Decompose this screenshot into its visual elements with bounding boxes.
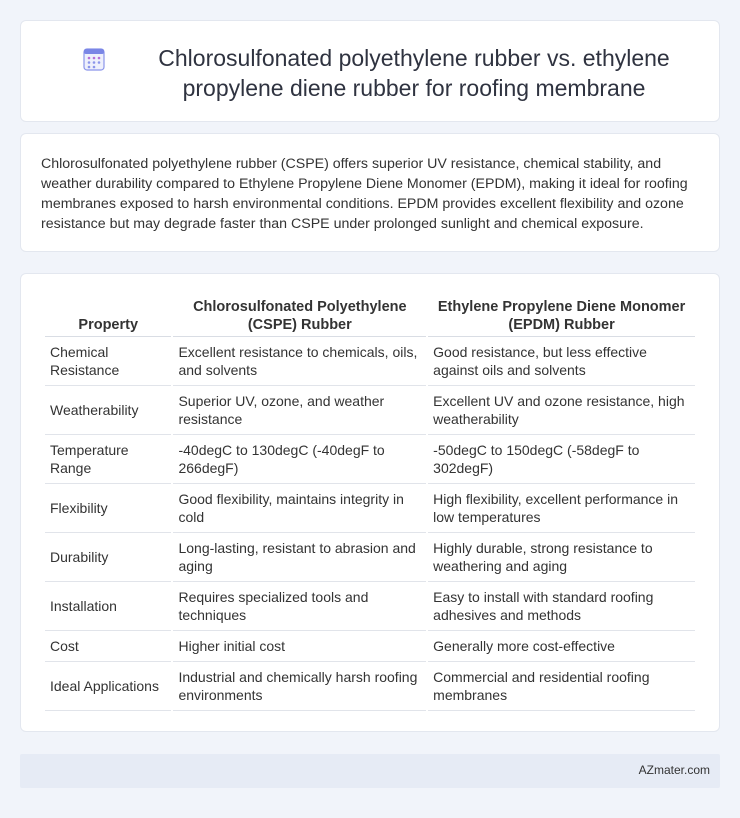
table-header-row (45, 296, 695, 337)
table-row (45, 435, 695, 484)
property-cell: Ideal Applications (45, 662, 171, 711)
summary-text: Chlorosulfonated polyethylene rubber (CSPE) offers superior UV resistance, chemical stability, and weather durability compared to Ethylene Propylene Diene Monomer (EPDM), making it ideal for roofing membranes exposed to harsh environmental conditions. EPDM provides excellent flexibility and ozone resistance but may degrade faster than CSPE under prolonged sunlight and chemical exposure. (41, 156, 688, 232)
epdm-cell: Commercial and residential roofing membranes (428, 662, 695, 711)
epdm-cell: Easy to install with standard roofing adhesives and methods (428, 582, 695, 631)
cspe-cell: Excellent resistance to chemicals, oils, and solvents (173, 337, 426, 386)
property-cell: Chemical Resistance (45, 337, 171, 386)
epdm-cell: High flexibility, excellent performance in low temperatures (428, 484, 695, 533)
table-row (45, 662, 695, 711)
footer-bar (20, 754, 720, 788)
epdm-cell: Generally more cost-effective (428, 631, 695, 662)
title-wrap (83, 43, 699, 103)
table-row (45, 631, 695, 662)
header-property: Property (45, 296, 171, 337)
epdm-cell: Highly durable, strong resistance to weathering and aging (428, 533, 695, 582)
summary-card (20, 133, 720, 252)
comparison-table (43, 296, 697, 711)
page-title: Chlorosulfonated polyethylene rubber vs. ethylene propylene diene rubber for roofing membrane (158, 45, 670, 101)
property-cell: Weatherability (45, 386, 171, 435)
table-row (45, 386, 695, 435)
epdm-cell: -50degC to 150degC (-58degF to 302degF) (428, 435, 695, 484)
cspe-cell: Requires specialized tools and techniques (173, 582, 426, 631)
property-cell: Flexibility (45, 484, 171, 533)
document-icon (83, 47, 105, 71)
title-card (20, 20, 720, 122)
comparison-card (20, 273, 720, 732)
header-epdm: Ethylene Propylene Diene Monomer (EPDM) Rubber (428, 296, 695, 337)
cspe-cell: Industrial and chemically harsh roofing environments (173, 662, 426, 711)
cspe-cell: Good flexibility, maintains integrity in cold (173, 484, 426, 533)
cspe-cell: Long-lasting, resistant to abrasion and aging (173, 533, 426, 582)
header-cspe: Chlorosulfonated Polyethylene (CSPE) Rubber (173, 296, 426, 337)
epdm-cell: Good resistance, but less effective against oils and solvents (428, 337, 695, 386)
property-cell: Cost (45, 631, 171, 662)
cspe-cell: Superior UV, ozone, and weather resistance (173, 386, 426, 435)
table-row (45, 484, 695, 533)
cspe-cell: -40degC to 130degC (-40degF to 266degF) (173, 435, 426, 484)
property-cell: Installation (45, 582, 171, 631)
table-row (45, 582, 695, 631)
property-cell: Durability (45, 533, 171, 582)
cspe-cell: Higher initial cost (173, 631, 426, 662)
table-row (45, 337, 695, 386)
footer-site-link[interactable]: AZmater.com (638, 763, 710, 777)
epdm-cell: Excellent UV and ozone resistance, high weatherability (428, 386, 695, 435)
property-cell: Temperature Range (45, 435, 171, 484)
table-row (45, 533, 695, 582)
